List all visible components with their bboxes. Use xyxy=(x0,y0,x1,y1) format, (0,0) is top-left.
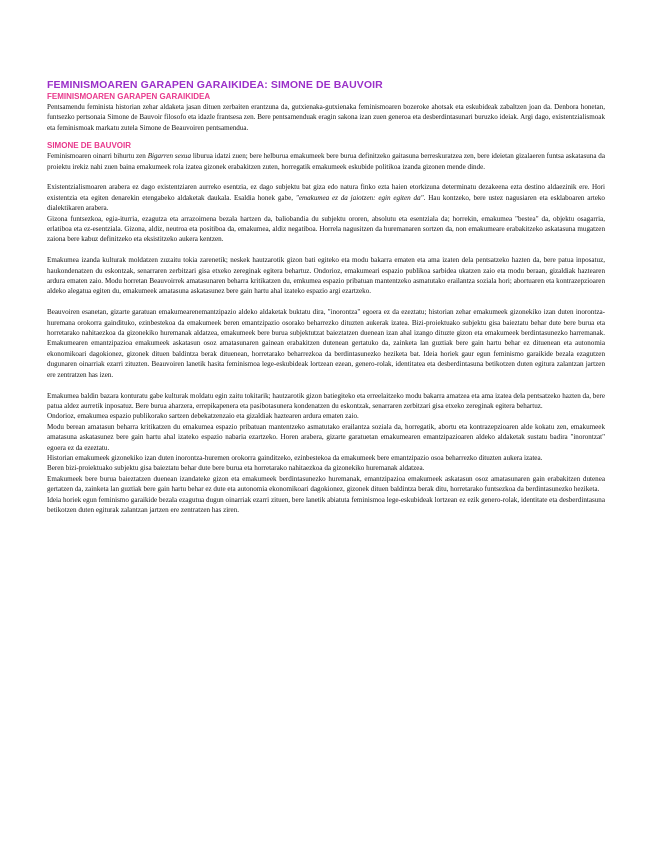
section-heading-feminismoaren-garapen: FEMINISMOAREN GARAPEN GARAIKIDEA xyxy=(47,92,211,101)
section-heading-simone-de-bauvoir: SIMONE DE BAUVOIR xyxy=(47,141,132,151)
paragraph: Emakumea baldin bazara konturatu gabe kulturak moldatu egin zaitu tokitarik; hautzarotik gizon batiegiteko eta erreelaitzeko modu bakarra amatzea eta ama izatea dela pentsatzeko hazten da, bere patua aldez aurretik inposatuz. Bere burua aharzera, errepikapenera eta pasibotasunera kondenatzen du eskontzak, senarraren zerbitzari gisa etxeko zereginak egitera behartuz. xyxy=(47,391,605,410)
paragraph: Emakumeek bere burua baieztatzen duenean izandateke gizon eta emakumeek berdintasunezko huremanak, emantzipazioa emakumeek askatasun osoz amatasunaren gain erabakitzen dutenea gertatzen da, zainketa lan guztiak bere gain hartu behar ez dute eta autonomia ekonomikoari dagokionez, gizonek dituen baldintza berak ditu, horretarako funtsezkoa da berdintasunezko heziketa. xyxy=(47,474,605,494)
quote: "emakumea ez da jaiotzen: egin egiten da" xyxy=(295,193,424,202)
paragraph-text: Existentzialismoaren arabera ez dago existentziaren aurreko esentzia, ez dago subjektu bat giza edo natura finko ezta haien etorkizuna determinatu dezakeena ezta destino aldaezinik ere. Hori existentzia eta egiten denarekin etengabeko aldaketak daukala. Esaldia honek gabe, xyxy=(47,183,605,202)
paragraph-gap xyxy=(47,297,605,307)
paragraph: Beren bizi-proiektuako subjektu gisa baieztatu behar dute bere burua eta horretarako nahitaezkoa da gizonekiko huremanak aldatzea. xyxy=(47,464,425,473)
paragraph: Beauvoiren esanetan, gizarte garatuan emakumearenemantzipazio aldeko aldaketak buktatu dira, "inorontza" egoera ez da ezeztatu; historian zehar emakumeek gizonekiko izan duten inorontza-huremana orokorra gaindituko, ezinbestekoa da emakumeek beren emantzipazio osorako beharrezko dituzten aukerak izatea. Bizi-proiektuako subjektu gisa baieztatu behar dute bere burua eta horretarako nahitaezkoa da gizonekiko huremanak aldatzea, emakumeek bere burua subjektutzat baieztatzen duenean izan ahal izango dituzte gizon eta emakumeek berdintasunezko harremanak. Emakumearen emantzipazioa emakumeek askatasun osoz amatasunaren gainean erabakitzen dutenean gertatuko da, zainketa lan guztiak bere gain hartu behar ez dituenean eta autonomia ekonomikoari dagokionez, gizonek dituen baldintza berak dituenean, horretarako beharrezkoa da berdintasunezko heziketa bat. Ideia horiek gaur egun feminismo garaikide bezala ezagutzen dugunaren oinarriak ezarri zituzten. Beauvoiren lanetik hasita feminismoa lege-eskubideak lortzean ezean, genero-rolak, identitatea eta desberdintasuna betikotzen duten egitura zalantzan jartzen ere zentratzen has izen. xyxy=(47,308,605,379)
paragraph: Historian emakumeek gizonekiko izan duten inorontza-huremen orokorra gainditzeko, ezinbestekoa da emakumeek bere emantzipazio osoa beharrezko dituzten aukera izatea. xyxy=(47,453,543,462)
paragraph-text: Feminismoaren oinarri bihurtu zen xyxy=(47,152,148,161)
paragraph-gap xyxy=(47,380,605,390)
paragraph xyxy=(47,182,605,213)
paragraph: Modu berean amatasun beharra kritikatzen du emakumea espazio pribatuan mantentzeko asmatutako erailantza soziala da, horregatik, abortu eta kontrazepzioaren alde kokatu zen, emakumeek amatasuna askatasunez bere gain hartu ahal izateko espazio nabaria ezartzeko. Horen arabera, gizarte garatuetan emakumearen emantzipazioaren aldeko aldaketak sustatu badira "inorontzat" egoera ez da ezeztatu. xyxy=(47,422,605,452)
paragraph: Ondorioz, emakumea espazio publikorako sartzen debekatzenzaio eta gizaldiak haztearen ardura ematen zaio. xyxy=(47,412,359,421)
paragraph: Pentsamendu feminista historian zehar aldaketa jasan dituen zerbaiten erantzuna da, gutxienaka-gutxienaka feminismoaren bozeroke ahotsak eta eskubideak zabaltzen joan da. Denbora honetan, funtsezko pertsonaia Simone de Bauvoir filosofo eta idazle frantsesa zen. Bere pentsamenduak eragin sakona izan zuen generoa eta desberdintasunari buruzko ideiak. Argi dago, existentzialismoak eta feminismoak markatu zutela Simone de Beauvoiren pentsamendua. xyxy=(47,103,605,132)
paragraph-gap xyxy=(47,245,605,255)
paragraph xyxy=(47,151,605,172)
document-title: FEMINISMOAREN GARAPEN GARAIKIDEA: SIMONE DE BAUVOIR xyxy=(47,79,383,91)
paragraph: Emakumea izanda kulturak moldatzen zuzaitu tokia zarenetik; neskek hautzarotik gizon bati egiteko eta modu bakarra ematen eta ama izaten dela pentsatzeko hazten da, bere patua inposatuz, haukondenatzen du eskontzak, senarraren zerbitzari gisa etxeko zereginak egitera behartuz. Ondorioz, emakumeari espazio publikoa sarbidea ukatzen zaio eta modu beraan, gizaldiak haztearen ardura ematen zaio. Modu horretan Beauvoirrek amatasunaren beharra kritikatzen du, emkumea espazio pribatuan mantentzeko asmatutako erailantza soziala hori; abortuaren eta kontrazepzioaren aldeko alegatua egiten du, emakumeek amatasuna askatasunez bere gain hartu ahal izateko espazio argi ezartzeko. xyxy=(47,256,605,296)
paragraph: Ideia horiek egun feminismo garaikide bezala ezagutua dugun oinarriak ezarri zituen, bere lanetik abiatuta feminismoa lege-eskubideak lortzean ez ezik genero-rolak, identitate eta desberdintasuna betikotzen duten egiturak zalantzan jartzen ere zentratzen has ziren. xyxy=(47,495,605,514)
paragraph-text: . Hau kontzeko, bere ustez nagusiaren eta esklaboaren arteko dialektikaren arabera. xyxy=(47,193,605,213)
paragraph-text: liburua idatzi zuen; bere helburua emakumeek bere burua definitzeko gaitasuna berreskuratzea zen, bere ideietan gizalaeren funtsa askatasuna da proiektu irekiz nahi zuen baina emakumeek rola izatea gizonek erabakitzen zuten, horregatik emakumeek eskubide politikoa izanda gizonen mende dinde. xyxy=(47,152,605,171)
paragraph-gap xyxy=(47,172,605,182)
paragraph: Gizona funtsezkoa, egia-iturria, ezagutza eta arrazoimena bezala hartzen da, baliobandia du subjektu ororen, absolutu eta esentziala da; horrekin, emakumea "bestea" da, objektu osagarria, erlatiboa eta ez-esentziala. Gizona, aldiz, neutroa eta positiboa da, emakumea, aldiz negatiboa. Horrela nagusitzen da huremanaren sortzen da, non emakumeare erabakitzeko askatasuna mugatzen zaiona bere kabuz definitzeko eta eksistitzeko aukera kentzen. xyxy=(47,214,605,244)
book-title: Bigarren sexua xyxy=(147,152,192,161)
